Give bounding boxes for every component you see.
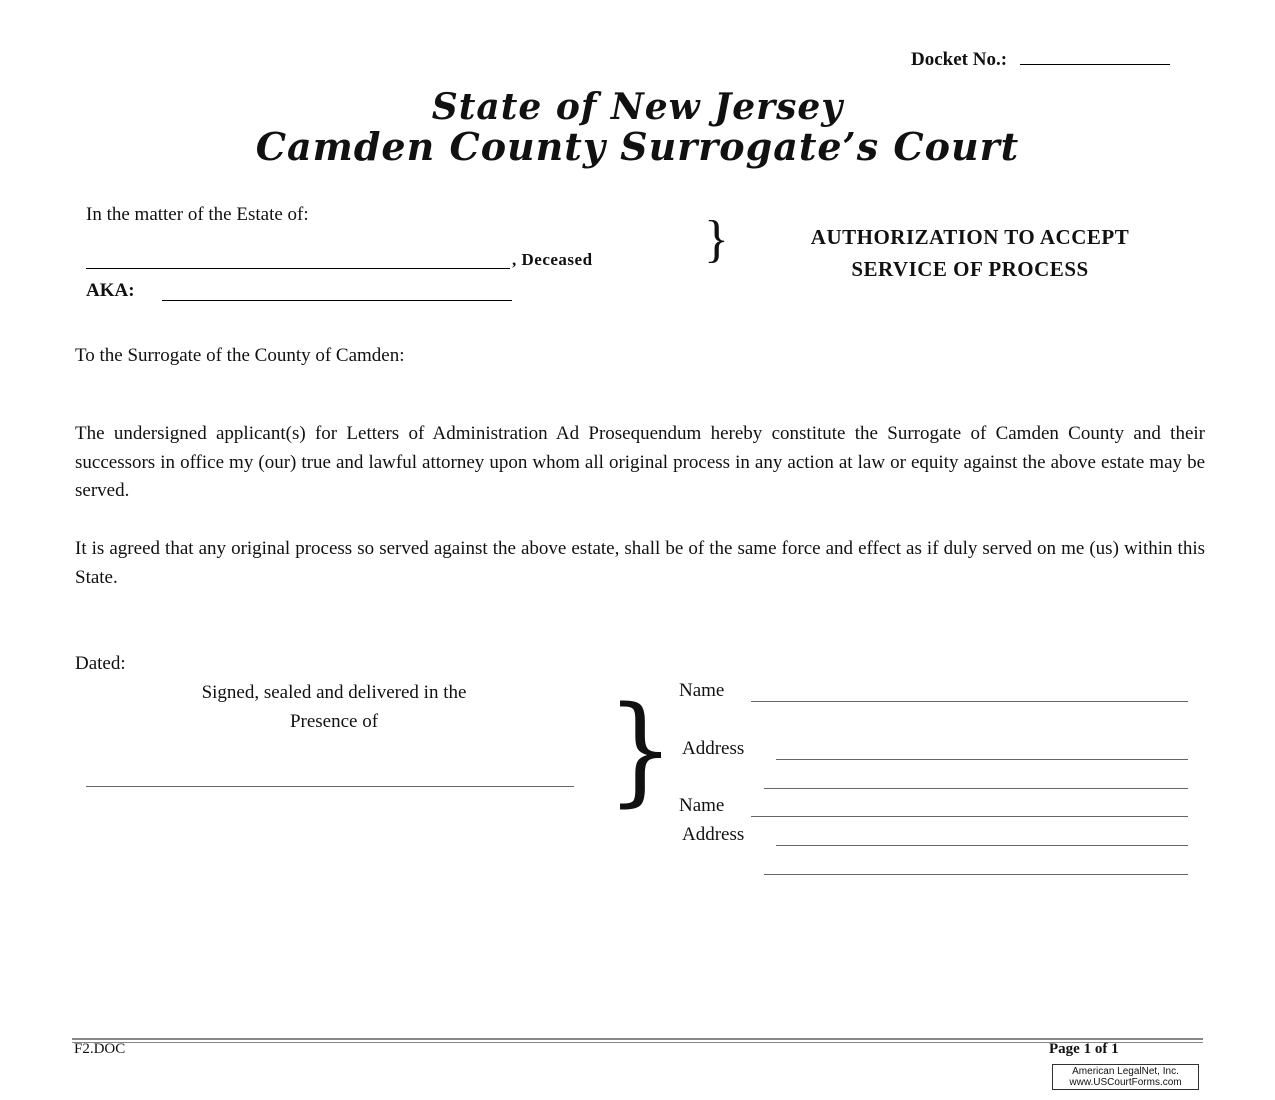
court-title: Camden County Surrogate’s Court (255, 124, 1020, 169)
publisher-url: www.USCourtForms.com (1069, 1077, 1182, 1088)
document-title-line2: SERVICE OF PROCESS (851, 257, 1089, 281)
witness-caption (90, 678, 578, 736)
applicant-2-name-label: Name (679, 795, 725, 816)
witness-signature-field[interactable] (86, 776, 574, 787)
signature-brace: } (606, 680, 675, 818)
docket-label: Docket No.: (911, 49, 1008, 70)
deceased-name-field[interactable] (86, 242, 510, 269)
applicant-1-name-label: Name (679, 680, 725, 701)
applicant-1-address-field-2[interactable] (764, 778, 1188, 789)
docket-number (911, 48, 1170, 71)
deceased-label: , Deceased (512, 250, 593, 269)
docket-number-field[interactable] (1020, 48, 1170, 65)
witness-caption-line1: Signed, sealed and delivered in the (201, 682, 467, 703)
document-title-line1: AUTHORIZATION TO ACCEPT (810, 225, 1130, 249)
applicant-1-address-label: Address (682, 738, 745, 759)
salutation: To the Surrogate of the County of Camden: (75, 345, 405, 366)
caption-brace: } (704, 211, 729, 268)
applicant-2-address-field-2[interactable] (764, 864, 1188, 875)
document-code: F2.DOC (74, 1041, 126, 1057)
authorization-paragraph: The undersigned applicant(s) for Letters of Administration Ad Prosequendum hereby constitute the Surrogate of Camden County and their successors in office my (our) true and lawful attorney upon whom all original process in any action at law or equity against the above estate may be served. (75, 423, 1205, 501)
aka-field[interactable] (162, 280, 512, 301)
applicant-2-address-label: Address (682, 824, 745, 845)
agreement-paragraph: It is agreed that any original process so served against the above estate, shall be of the same force and effect as if duly served on me (us) within this State. (75, 538, 1205, 588)
aka-label: AKA: (86, 280, 135, 301)
applicant-1-name-field[interactable] (751, 691, 1188, 702)
applicant-2-address-field[interactable] (776, 835, 1188, 846)
publisher-name: American LegalNet, Inc. (1072, 1066, 1179, 1077)
footer-divider-thin (72, 1042, 1203, 1043)
dated-label: Dated: (75, 653, 126, 674)
page-indicator: Page 1 of 1 (1049, 1041, 1119, 1057)
applicant-2-name-field[interactable] (751, 806, 1188, 817)
footer-divider (72, 1038, 1203, 1040)
publisher-badge (1052, 1064, 1199, 1090)
state-title: State of New Jersey (431, 86, 844, 128)
estate-matter-label: In the matter of the Estate of: (86, 204, 309, 225)
witness-caption-line2: Presence of (289, 711, 379, 732)
applicant-1-address-field[interactable] (776, 749, 1188, 760)
